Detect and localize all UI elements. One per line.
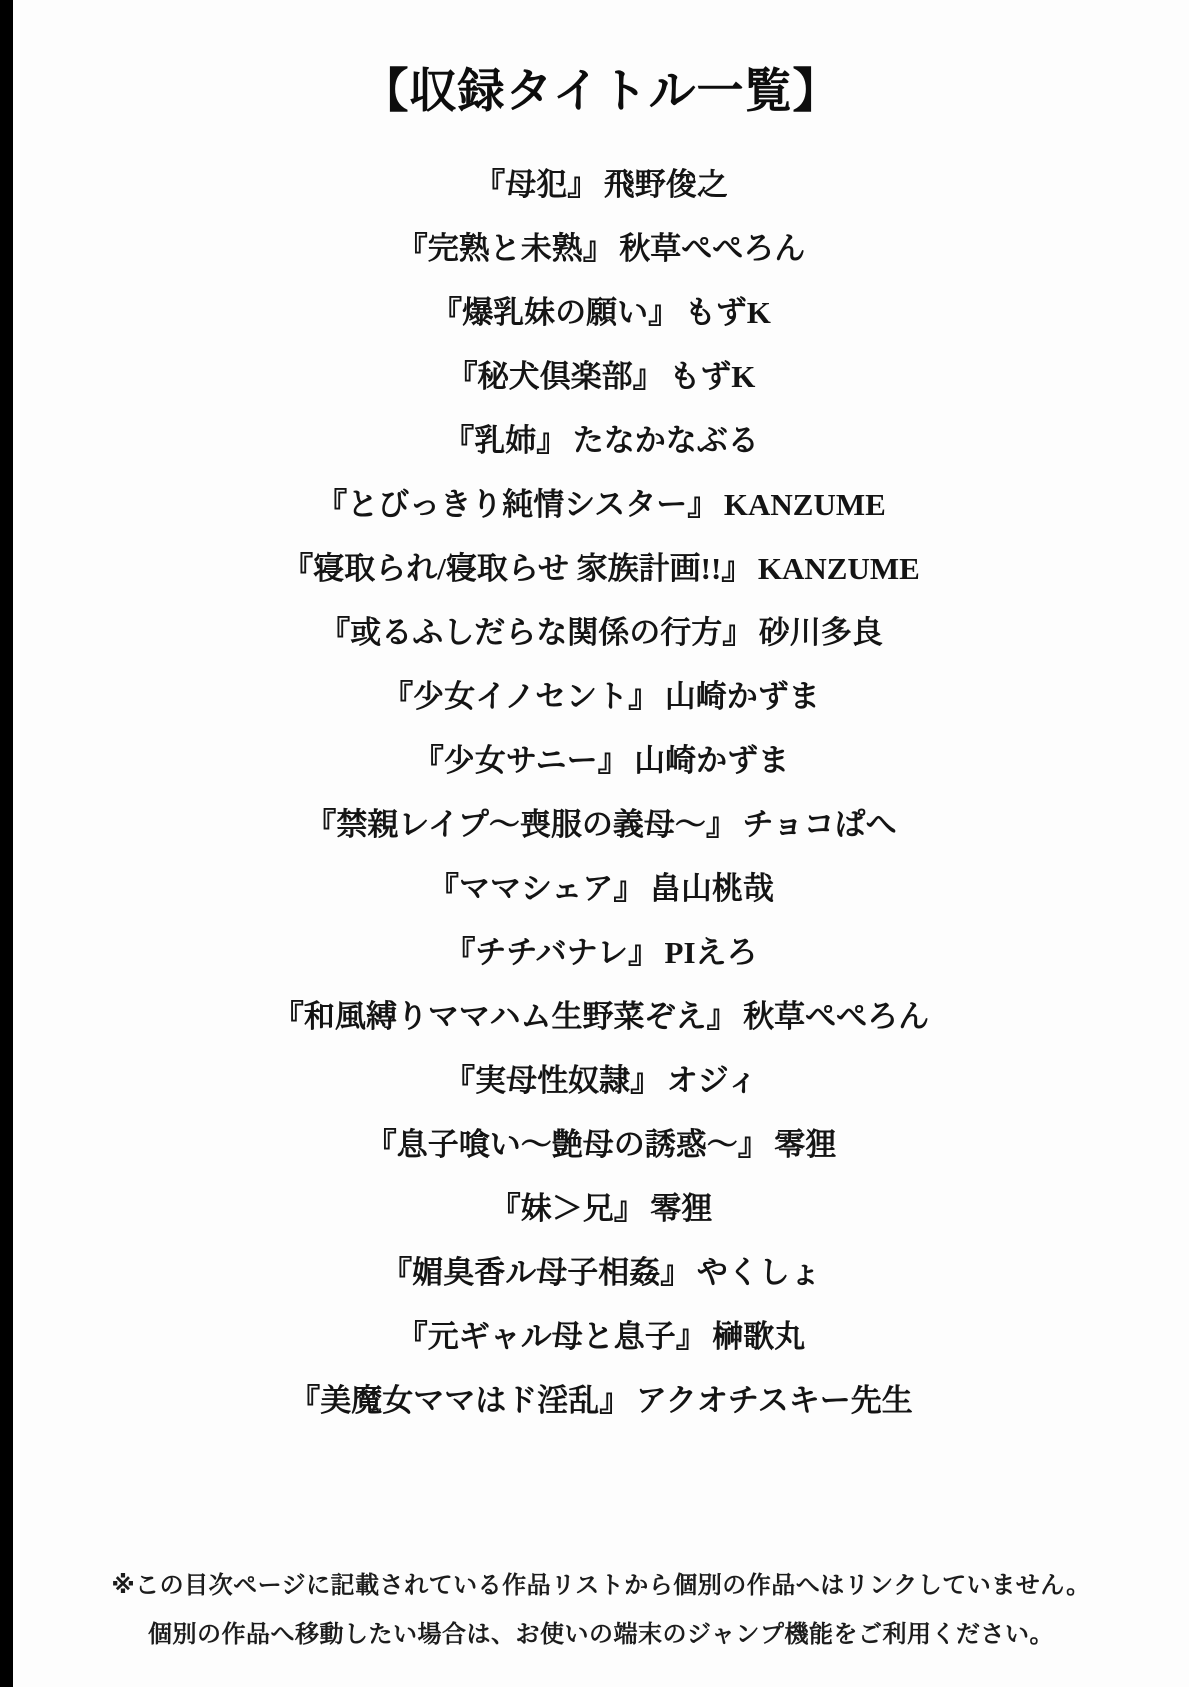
work-title: 『完熟と未熟』: [396, 231, 614, 266]
author-name: 山崎かずま: [664, 679, 820, 714]
toc-entry: [13, 1369, 1189, 1433]
author-name: 零狸: [774, 1127, 837, 1162]
work-title: 『妹＞兄』: [489, 1191, 645, 1226]
work-title: 『或るふしだらな関係の行方』: [319, 615, 754, 650]
author-name: アクオチスキー先生: [635, 1383, 913, 1418]
toc-entry: [13, 729, 1189, 793]
toc-entry: [13, 1305, 1189, 1369]
toc-entry: [13, 281, 1189, 345]
page-title: 【収録タイトル一覧】: [361, 66, 841, 118]
toc-entry: [13, 1049, 1189, 1113]
author-name: もずK: [684, 295, 771, 330]
toc-entry: [13, 921, 1189, 985]
work-title: 『チチバナレ』: [444, 935, 659, 970]
toc-entry: [13, 1113, 1189, 1177]
footer-note: [13, 1561, 1189, 1659]
toc-entry: [13, 665, 1189, 729]
toc-entry: [13, 601, 1189, 665]
work-title: 『媚臭香ル母子相姦』: [381, 1255, 692, 1290]
work-title: 『美魔女ママはド淫乱』: [289, 1383, 631, 1418]
work-title: 『寝取られ/寝取らせ 家族計画!!』: [282, 551, 753, 586]
toc-entry: [13, 409, 1189, 473]
toc-entry: [13, 985, 1189, 1049]
work-title: 『少女サニー』: [412, 743, 629, 778]
author-name: やくしょ: [696, 1255, 821, 1290]
page-content: [13, 0, 1189, 1687]
toc-entry: [13, 537, 1189, 601]
toc-list: [13, 153, 1189, 1433]
author-name: 秋草ぺぺろん: [619, 231, 806, 266]
author-name: PIえろ: [664, 935, 758, 970]
work-title: 『とびっきり純情シスター』: [316, 487, 719, 522]
author-name: 山崎かずま: [634, 743, 790, 778]
work-title: 『息子喰い～艶母の誘惑～』: [365, 1127, 769, 1162]
page-left-border: [0, 0, 13, 1687]
work-title: 『和風縛りママハム生野菜ぞえ』: [272, 999, 738, 1034]
footer-line-2: 個別の作品へ移動したい場合は、お使いの端末のジャンプ機能をご利用ください。: [147, 1621, 1055, 1648]
author-name: KANZUME: [723, 487, 886, 522]
work-title: 『少女イノセント』: [382, 679, 660, 714]
author-name: 榊歌丸: [712, 1319, 806, 1354]
work-title: 『ママシェア』: [428, 871, 645, 906]
author-name: チョコぱへ: [742, 807, 897, 842]
toc-entry: [13, 473, 1189, 537]
author-name: 畠山桃哉: [649, 871, 774, 906]
toc-entry: [13, 217, 1189, 281]
work-title: 『元ギャル母と息子』: [396, 1319, 707, 1354]
work-title: 『禁親レイプ～喪服の義母～』: [305, 807, 737, 842]
author-name: もずK: [669, 359, 756, 394]
author-name: 零狸: [650, 1191, 713, 1226]
toc-entry: [13, 1177, 1189, 1241]
toc-entry: [13, 153, 1189, 217]
toc-entry: [13, 857, 1189, 921]
toc-entry: [13, 1241, 1189, 1305]
work-title: 『乳姉』: [443, 423, 568, 458]
author-name: 秋草ぺぺろん: [743, 999, 930, 1034]
work-title: 『実母性奴隷』: [444, 1063, 662, 1098]
work-title: 『爆乳妹の願い』: [431, 295, 680, 330]
author-name: KANZUME: [757, 551, 920, 586]
author-name: オジィ: [666, 1063, 758, 1098]
work-title: 『秘犬倶楽部』: [446, 359, 664, 394]
author-name: 砂川多良: [758, 615, 883, 650]
footer-line-1: ※この目次ページに記載されている作品リストから個別の作品へはリンクしていません。: [111, 1572, 1091, 1599]
work-title: 『母犯』: [474, 167, 599, 202]
author-name: 飛野俊之: [603, 167, 728, 202]
author-name: たなかなぶる: [572, 423, 759, 458]
toc-entry: [13, 793, 1189, 857]
toc-entry: [13, 345, 1189, 409]
